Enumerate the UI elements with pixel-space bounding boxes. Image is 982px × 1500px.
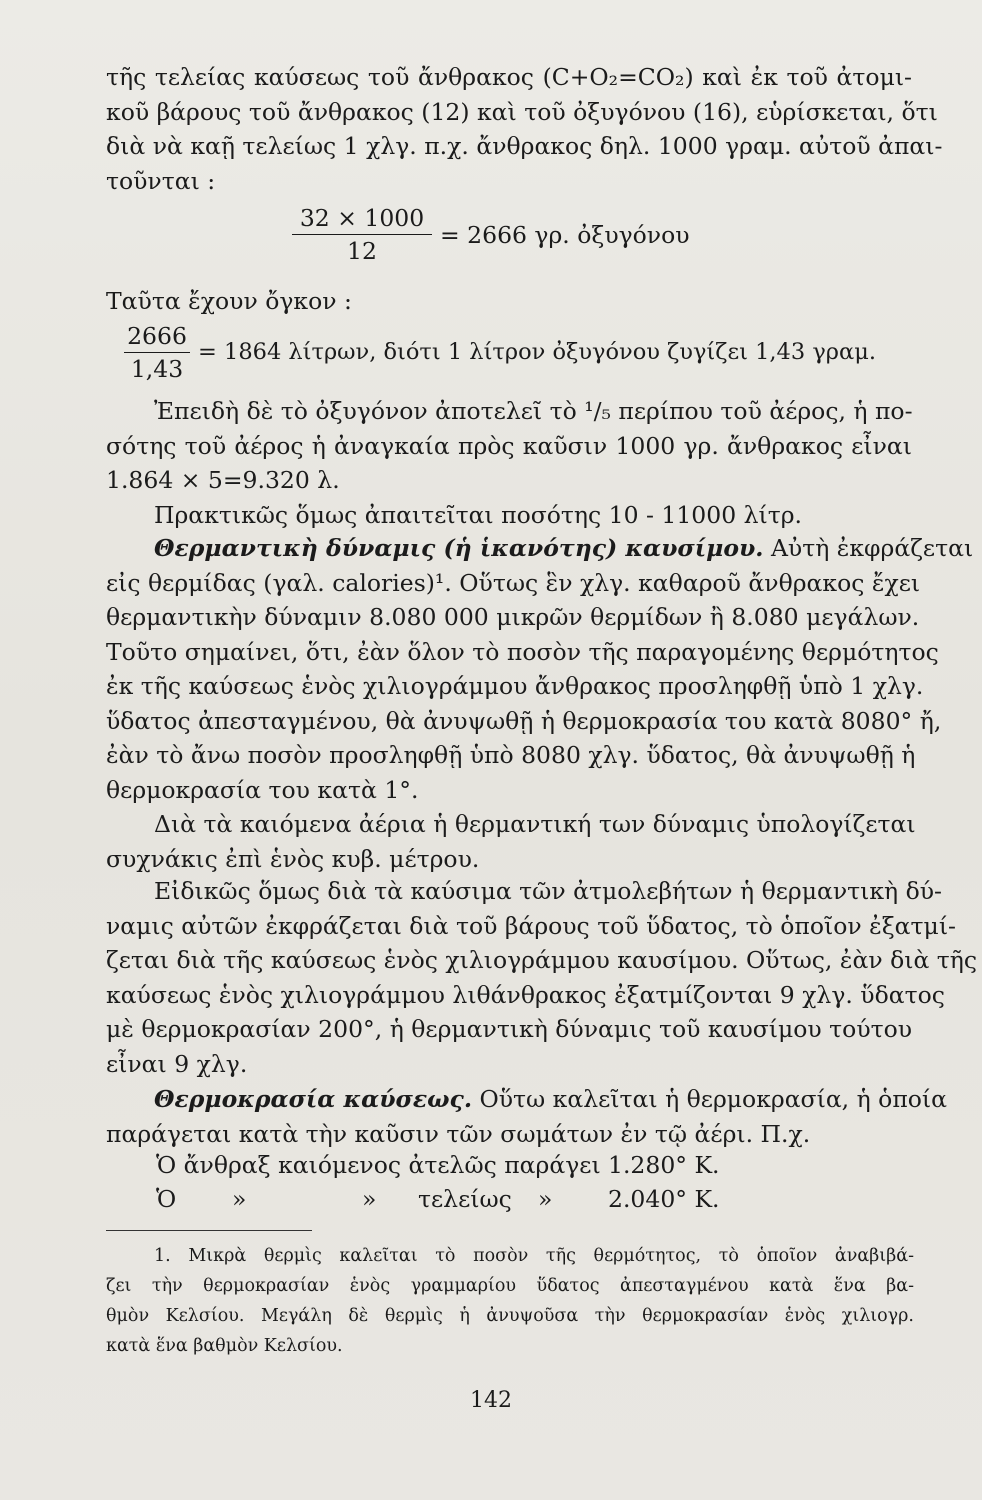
paragraph-heating-power: [106, 531, 974, 807]
text-line: τῆς τελείας καύσεως τοῦ ἄνθρακος (C+O₂=CO₂) καὶ ἐκ τοῦ ἀτομι-: [106, 63, 912, 91]
equation-1-denominator: 12: [347, 237, 377, 265]
text-line: [106, 531, 974, 566]
footnote-line: ζει τὴν θερμοκρασίαν ἑνὸς γραμμαρίου ὕδατος ἀπεσταγμένου κατὰ ἕνα βα-: [106, 1276, 914, 1296]
text-line: 1.864 × 5=9.320 λ.: [106, 466, 340, 494]
footnote-line: 1. Μικρὰ θερμὶς καλεῖται τὸ ποσὸν τῆς θερμότητος, τὸ ὁποῖον ἀναβιβά-: [154, 1246, 914, 1266]
footnote: [106, 1241, 914, 1361]
text-line: συχνάκις ἐπὶ ἑνὸς κυβ. μέτρου.: [106, 844, 480, 873]
text-line: Εἰδικῶς ὅμως διὰ τὰ καύσιμα τῶν ἀτμολεβήτων ἡ θερμαντικὴ δύ-: [154, 877, 942, 905]
footnote-divider: [106, 1230, 312, 1231]
volume-label: [106, 284, 912, 319]
ditto-mark: »: [232, 1185, 247, 1213]
example-row-1-value: 1.280° Κ.: [608, 1151, 720, 1179]
text-line: Πρακτικῶς ὅμως ἀπαιτεῖται ποσότης 10 - 11000 λίτρ.: [154, 501, 803, 529]
text-line: ἐκ τῆς καύσεως ἑνὸς χιλιογράμμου ἄνθρακος προσληφθῇ ὑπὸ 1 χλγ.: [106, 672, 924, 700]
paragraph-gases: [106, 807, 916, 876]
equation-1-fraction: [292, 204, 432, 265]
text-line: θερμοκρασία του κατὰ 1°.: [106, 775, 419, 804]
ditto-mark: »: [362, 1185, 377, 1213]
paragraph-air: [106, 394, 912, 498]
equation-2-fraction: [124, 322, 190, 383]
fraction-bar: [124, 352, 190, 353]
text-line: ἐὰν τὸ ἄνω ποσὸν προσληφθῇ ὑπὸ 8080 χλγ. ὕδατος, θὰ ἀνυψωθῇ ἡ: [106, 741, 916, 769]
paragraph-combustion-temp: [106, 1082, 947, 1151]
text-line: Διὰ τὰ καιόμενα ἀέρια ἡ θερμαντική των δύναμις ὑπολογίζεται: [154, 810, 916, 838]
example-row-1-text: Ὁ ἄνθραξ καιόμενος ἀτελῶς παράγει: [156, 1151, 601, 1179]
paragraph-practical: [106, 498, 912, 533]
example-row-2-article: Ὁ: [156, 1185, 177, 1213]
example-row-2-value: 2.040° Κ.: [608, 1185, 720, 1213]
text-run: Οὕτω καλεῖται ἡ θερμοκρασία, ἡ ὁποία: [472, 1085, 947, 1113]
text-line: σότης τοῦ ἀέρος ἡ ἀναγκαία πρὸς καῦσιν 1000 γρ. ἄνθρακος εἶναι: [106, 431, 912, 460]
text-run: Αὐτὴ ἐκφράζεται: [763, 534, 974, 562]
section-heading: Θερμαντικὴ δύναμις (ἡ ἱκανότης) καυσίμου.: [154, 534, 764, 562]
section-heading: Θερμοκρασία καύσεως.: [154, 1085, 473, 1113]
text-line: ναμις αὐτῶν ἐκφράζεται διὰ τοῦ βάρους τοῦ ὕδατος, τὸ ὁποῖον ἐξατμί-: [106, 911, 956, 940]
paragraph-fuels: [106, 874, 978, 1081]
equation-2-result: = 1864 λίτρων, διότι 1 λίτρον ὀξυγόνου ζυγίζει 1,43 γραμ.: [198, 339, 876, 365]
text-line: ζεται διὰ τῆς καύσεως ἑνὸς χιλιογράμμου καυσίμου. Οὕτως, ἐὰν διὰ τῆς: [106, 946, 978, 974]
equation-1-numerator: 32 × 1000: [299, 204, 425, 232]
equation-2-numerator: 2666: [127, 322, 187, 350]
ditto-mark: »: [538, 1185, 553, 1213]
example-row-2-text: τελείως: [418, 1185, 512, 1213]
text-line: καύσεως ἑνὸς χιλιογράμμου λιθάνθρακος ἐξατμίζονται 9 χλγ. ὕδατος: [106, 980, 945, 1009]
footnote-line: θμὸν Κελσίου. Μεγάλη δὲ θερμὶς ἡ ἀνυψοῦσα τὴν θερμοκρασίαν ἑνὸς χιλιογρ.: [106, 1306, 914, 1326]
text-line: εἶναι 9 χλγ.: [106, 1049, 248, 1078]
footnote-line: κατὰ ἕνα βαθμὸν Κελσίου.: [106, 1336, 343, 1356]
text-line: Ταῦτα ἔχουν ὄγκον :: [106, 287, 352, 315]
text-line: Ἐπειδὴ δὲ τὸ ὀξυγόνον ἀποτελεῖ τὸ ¹/₅ περίπου τοῦ ἀέρος, ἡ πο-: [154, 397, 913, 425]
paragraph-top: [106, 60, 943, 198]
text-line: θερμαντικὴν δύναμιν 8.080 000 μικρῶν θερμίδων ἢ 8.080 μεγάλων.: [106, 603, 920, 631]
text-line: Τοῦτο σημαίνει, ὅτι, ἐὰν ὅλον τὸ ποσὸν τῆς παραγομένης θερμότητος: [106, 637, 939, 666]
text-line: κοῦ βάρους τοῦ ἄνθρακος (12) καὶ τοῦ ὀξυγόνου (16), εὑρίσκεται, ὅτι: [106, 97, 938, 126]
text-line: διὰ νὰ καῇ τελείως 1 χλγ. π.χ. ἄνθρακος δηλ. 1000 γραμ. αὐτοῦ ἀπαι-: [106, 132, 943, 160]
text-line: τοῦνται :: [106, 166, 216, 195]
page-number: 142: [470, 1388, 512, 1413]
text-line: εἰς θερμίδας (γαλ. calories)¹. Οὕτως ἓν χλγ. καθαροῦ ἄνθρακος ἔχει: [106, 568, 921, 597]
text-line: μὲ θερμοκρασίαν 200°, ἡ θερμαντικὴ δύναμις τοῦ καυσίμου τούτου: [106, 1015, 913, 1043]
text-line: [106, 1082, 947, 1117]
equation-1-result: = 2666 γρ. ὀξυγόνου: [440, 221, 690, 249]
text-line: ὕδατος ἀπεσταγμένου, θὰ ἀνυψωθῇ ἡ θερμοκρασία του κατὰ 8080° ἤ,: [106, 706, 942, 735]
equation-2-denominator: 1,43: [130, 355, 184, 383]
text-line: παράγεται κατὰ τὴν καῦσιν τῶν σωμάτων ἐν τῷ ἀέρι. Π.χ.: [106, 1119, 811, 1148]
fraction-bar: [292, 234, 432, 235]
